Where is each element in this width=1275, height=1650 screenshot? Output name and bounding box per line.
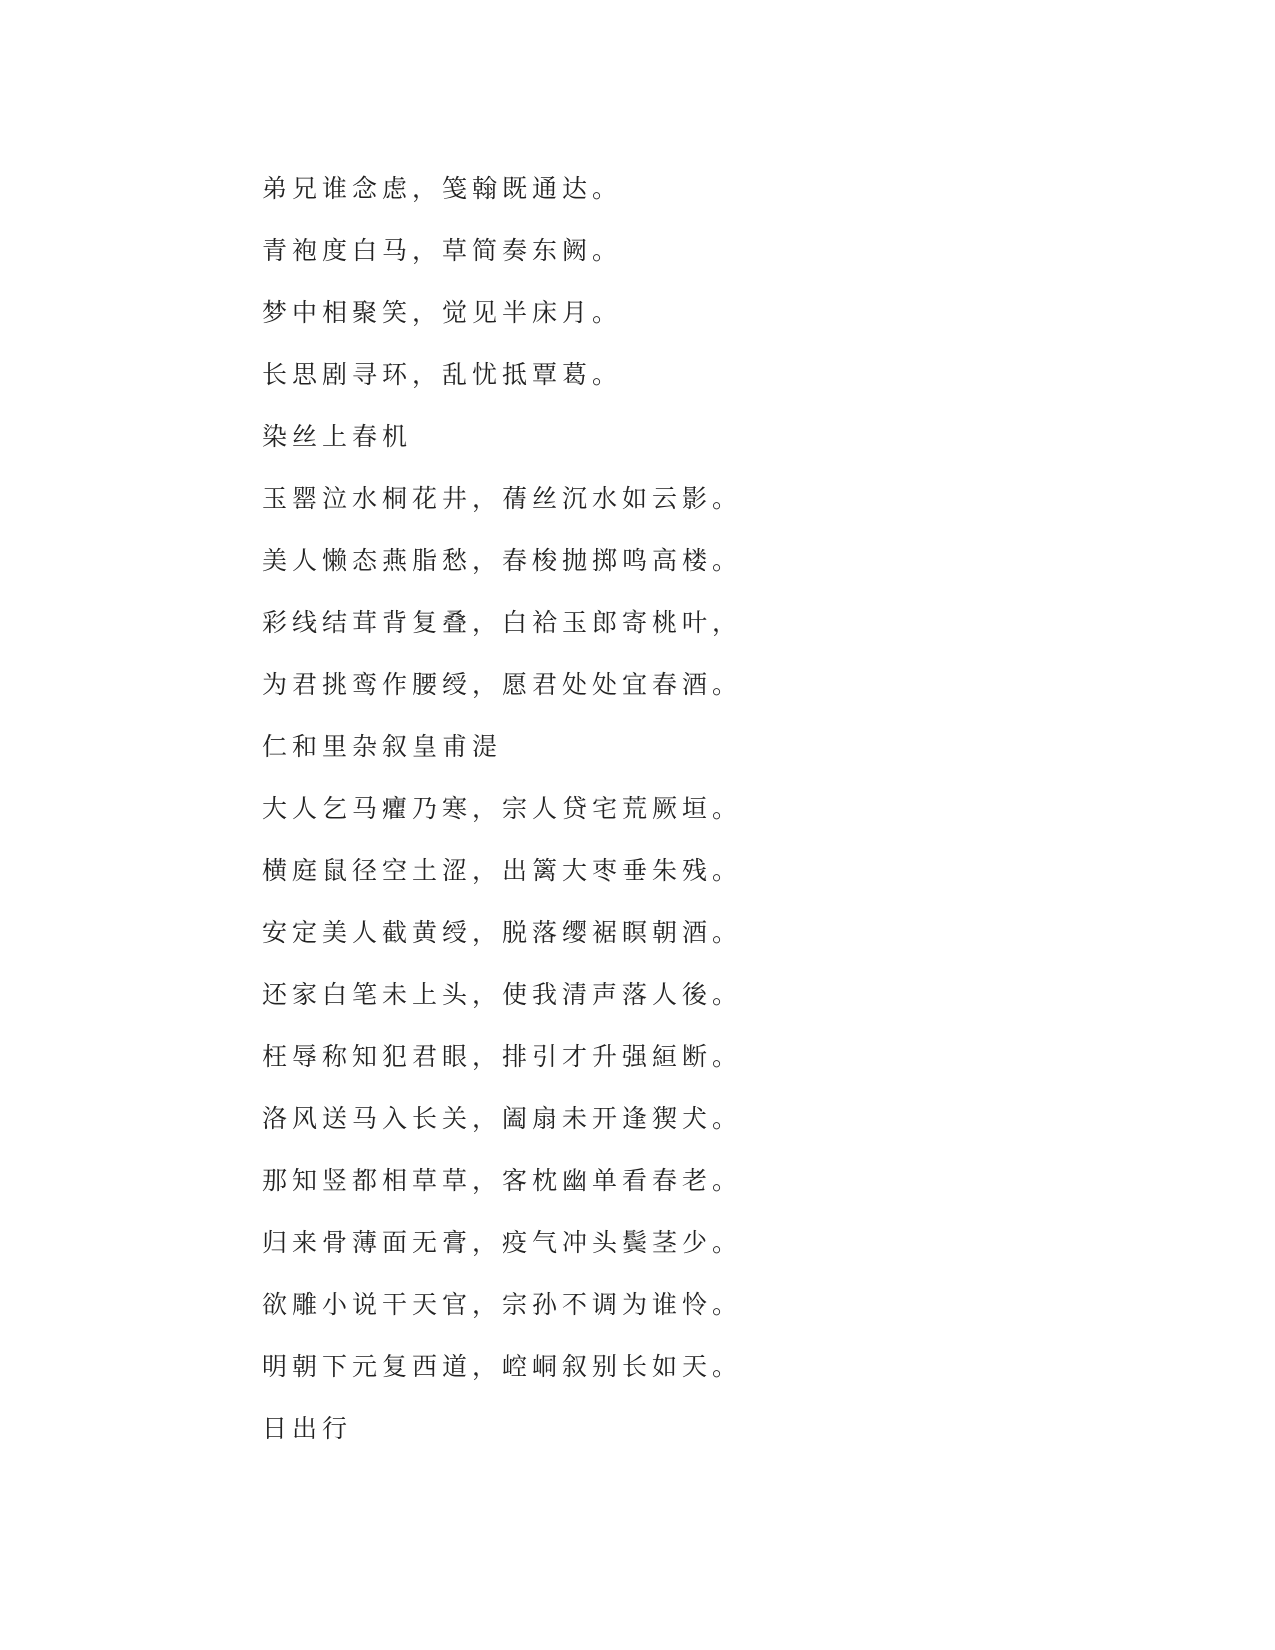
- poem-title: 仁和里杂叙皇甫湜: [262, 732, 503, 761]
- text-line: 归来骨薄面无膏，疫气冲头鬓茎少。: [262, 1228, 743, 1257]
- text-line: 明朝下元复西道，崆峒叙别长如天。: [262, 1352, 743, 1381]
- text-line: 玉罂泣水桐花井，蒨丝沉水如云影。: [262, 484, 743, 513]
- text-line: 安定美人截黄绶，脱落缨裾瞑朝酒。: [262, 918, 743, 947]
- text-line: 为君挑鸾作腰绶，愿君处处宜春酒。: [262, 670, 743, 699]
- text-line: 梦中相聚笑，觉见半床月。: [262, 298, 623, 327]
- text-line: 洛风送马入长关，阖扇未开逢猰犬。: [262, 1104, 743, 1133]
- poem-text: [262, 158, 1022, 1460]
- text-line: 还家白笔未上头，使我清声落人後。: [262, 980, 743, 1009]
- poem-title: 染丝上春机: [262, 422, 413, 451]
- text-line: 那知竖都相草草，客枕幽单看春老。: [262, 1166, 743, 1195]
- poem-title: 日出行: [262, 1414, 353, 1443]
- text-line: 欲雕小说干天官，宗孙不调为谁怜。: [262, 1290, 743, 1319]
- text-line: 弟兄谁念虑，笺翰既通达。: [262, 174, 623, 203]
- text-line: 枉辱称知犯君眼，排引才升强絙断。: [262, 1042, 743, 1071]
- text-line: 大人乞马癯乃寒，宗人贷宅荒厥垣。: [262, 794, 743, 823]
- text-line: 青袍度白马，草简奏东阙。: [262, 236, 623, 265]
- text-line: 美人懒态燕脂愁，春梭抛掷鸣高楼。: [262, 546, 743, 575]
- text-line: 彩线结茸背复叠，白袷玉郎寄桃叶，: [262, 608, 743, 637]
- text-line: 横庭鼠径空土涩，出篱大枣垂朱残。: [262, 856, 743, 885]
- text-line: 长思剧寻环，乱忧抵覃葛。: [262, 360, 623, 389]
